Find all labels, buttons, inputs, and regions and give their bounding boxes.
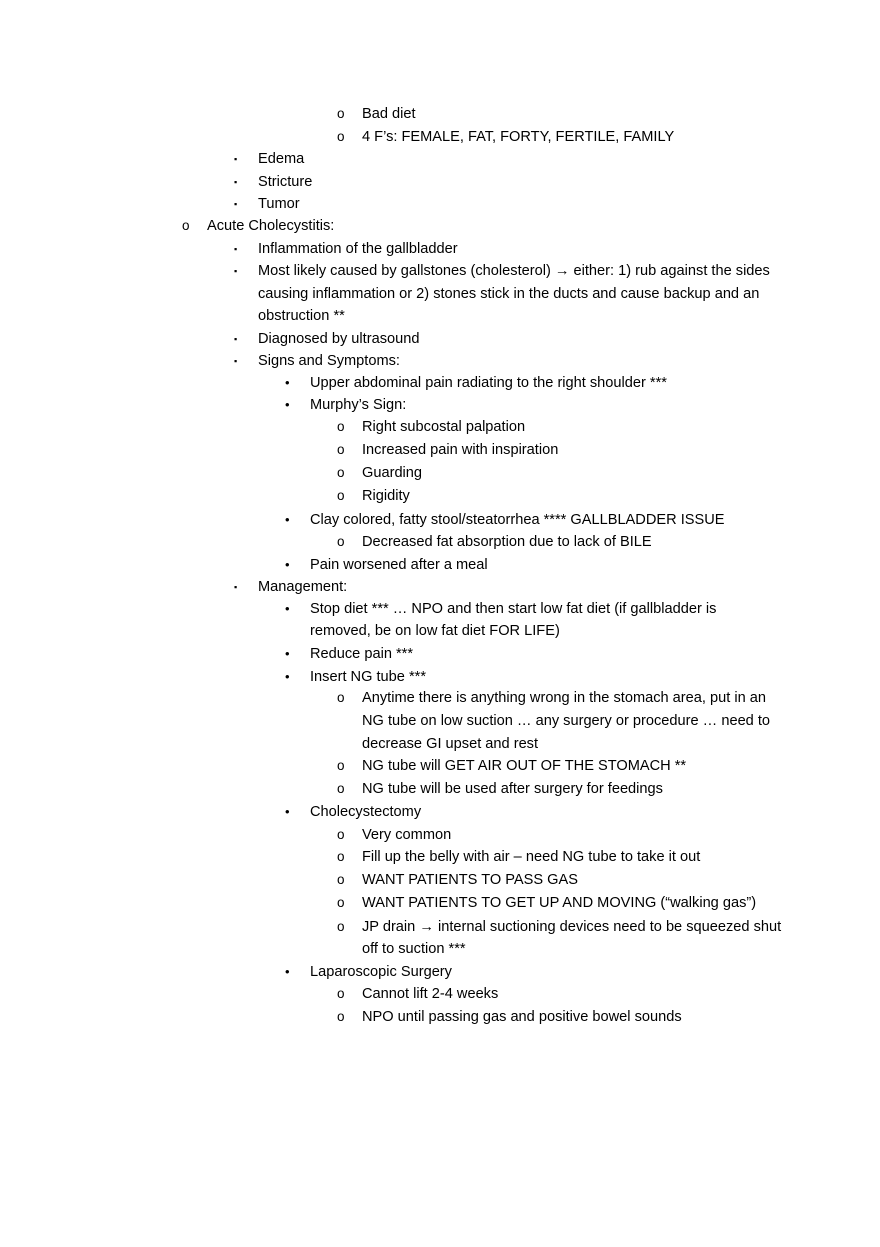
circle-bullet: o — [337, 488, 345, 503]
square-bullet: ▪ — [234, 199, 238, 209]
circle-bullet: o — [337, 1009, 345, 1024]
list-item-continued: removed, be on low fat diet FOR LIFE) — [310, 623, 560, 639]
list-item: Right subcostal palpation — [362, 419, 526, 435]
list-item-continued: obstruction ** — [258, 308, 345, 324]
circle-bullet: o — [337, 442, 345, 457]
circle-bullet: o — [337, 919, 345, 934]
list-item: Insert NG tube *** — [310, 669, 426, 685]
list-item: Tumor — [258, 196, 300, 212]
circle-bullet: o — [337, 419, 345, 434]
circle-bullet: o — [337, 465, 345, 480]
list-item: Decreased fat absorption due to lack of BILE — [362, 534, 652, 550]
circle-bullet: o — [337, 827, 345, 842]
circle-bullet: o — [337, 690, 345, 705]
list-item: Very common — [362, 827, 452, 843]
list-item: Cannot lift 2-4 weeks — [362, 986, 499, 1002]
list-item: Edema — [258, 151, 305, 167]
list-item: Diagnosed by ultrasound — [258, 331, 420, 347]
circle-bullet: o — [337, 849, 345, 864]
list-item: WANT PATIENTS TO GET UP AND MOVING (“walking gas”) — [362, 895, 757, 911]
list-item: Fill up the belly with air – need NG tube to take it out — [362, 849, 701, 865]
list-item: Guarding — [362, 465, 423, 481]
list-item: Increased pain with inspiration — [362, 442, 559, 458]
list-item-continued: decrease GI upset and rest — [362, 736, 539, 752]
list-item: Murphy’s Sign: — [310, 397, 407, 413]
circle-bullet: o — [337, 758, 345, 773]
list-item: Stop diet *** … NPO and then start low fat diet (if gallbladder is — [310, 601, 717, 617]
dot-bullet: • — [285, 601, 290, 616]
list-item: Clay colored, fatty stool/steatorrhea **** GALLBLADDER ISSUE — [310, 512, 725, 528]
list-item-continued: causing inflammation or 2) stones stick in the ducts and cause backup and an — [258, 286, 760, 302]
list-item: Laparoscopic Surgery — [310, 964, 452, 980]
list-item: Reduce pain *** — [310, 646, 414, 662]
list-item: WANT PATIENTS TO PASS GAS — [362, 872, 578, 888]
dot-bullet: • — [285, 804, 290, 819]
circle-bullet: o — [337, 872, 345, 887]
dot-bullet: • — [285, 646, 290, 661]
circle-bullet: o — [337, 129, 345, 144]
dot-bullet: • — [285, 375, 290, 390]
list-item: Upper abdominal pain radiating to the right shoulder *** — [310, 375, 667, 391]
circle-bullet: o — [337, 895, 345, 910]
square-bullet: ▪ — [234, 177, 238, 187]
list-item: NPO until passing gas and positive bowel sounds — [362, 1009, 682, 1025]
dot-bullet: • — [285, 512, 290, 527]
circle-bullet: o — [182, 218, 190, 233]
list-item: NG tube will GET AIR OUT OF THE STOMACH ** — [362, 758, 687, 774]
list-item: Management: — [258, 579, 348, 595]
list-item: Cholecystectomy — [310, 804, 422, 820]
list-item: Stricture — [258, 174, 313, 190]
square-bullet: ▪ — [234, 582, 238, 592]
dot-bullet: • — [285, 557, 290, 572]
dot-bullet: • — [285, 964, 290, 979]
list-item: Bad diet — [362, 106, 416, 122]
list-item-continued: off to suction *** — [362, 941, 466, 957]
dot-bullet: • — [285, 669, 290, 684]
list-item: Inflammation of the gallbladder — [258, 241, 458, 257]
square-bullet: ▪ — [234, 334, 238, 344]
circle-bullet: o — [337, 106, 345, 121]
list-item-continued: NG tube on low suction … any surgery or procedure … need to — [362, 713, 771, 729]
square-bullet: ▪ — [234, 356, 238, 366]
list-item: JP drain → internal suctioning devices need to be squeezed shut — [362, 919, 782, 935]
list-item: Most likely caused by gallstones (cholesterol) → either: 1) rub against the sides — [258, 263, 770, 279]
list-item: Anytime there is anything wrong in the stomach area, put in an — [362, 690, 766, 706]
list-item: Pain worsened after a meal — [310, 557, 488, 573]
circle-bullet: o — [337, 781, 345, 796]
list-item: Signs and Symptoms: — [258, 353, 400, 369]
list-item: Rigidity — [362, 488, 410, 504]
circle-bullet: o — [337, 986, 345, 1001]
square-bullet: ▪ — [234, 154, 238, 164]
dot-bullet: • — [285, 397, 290, 412]
square-bullet: ▪ — [234, 266, 238, 276]
list-item: 4 F’s: FEMALE, FAT, FORTY, FERTILE, FAMILY — [362, 129, 675, 145]
square-bullet: ▪ — [234, 244, 238, 254]
circle-bullet: o — [337, 534, 345, 549]
list-item: NG tube will be used after surgery for feedings — [362, 781, 663, 797]
section-heading: Acute Cholecystitis: — [207, 218, 335, 234]
